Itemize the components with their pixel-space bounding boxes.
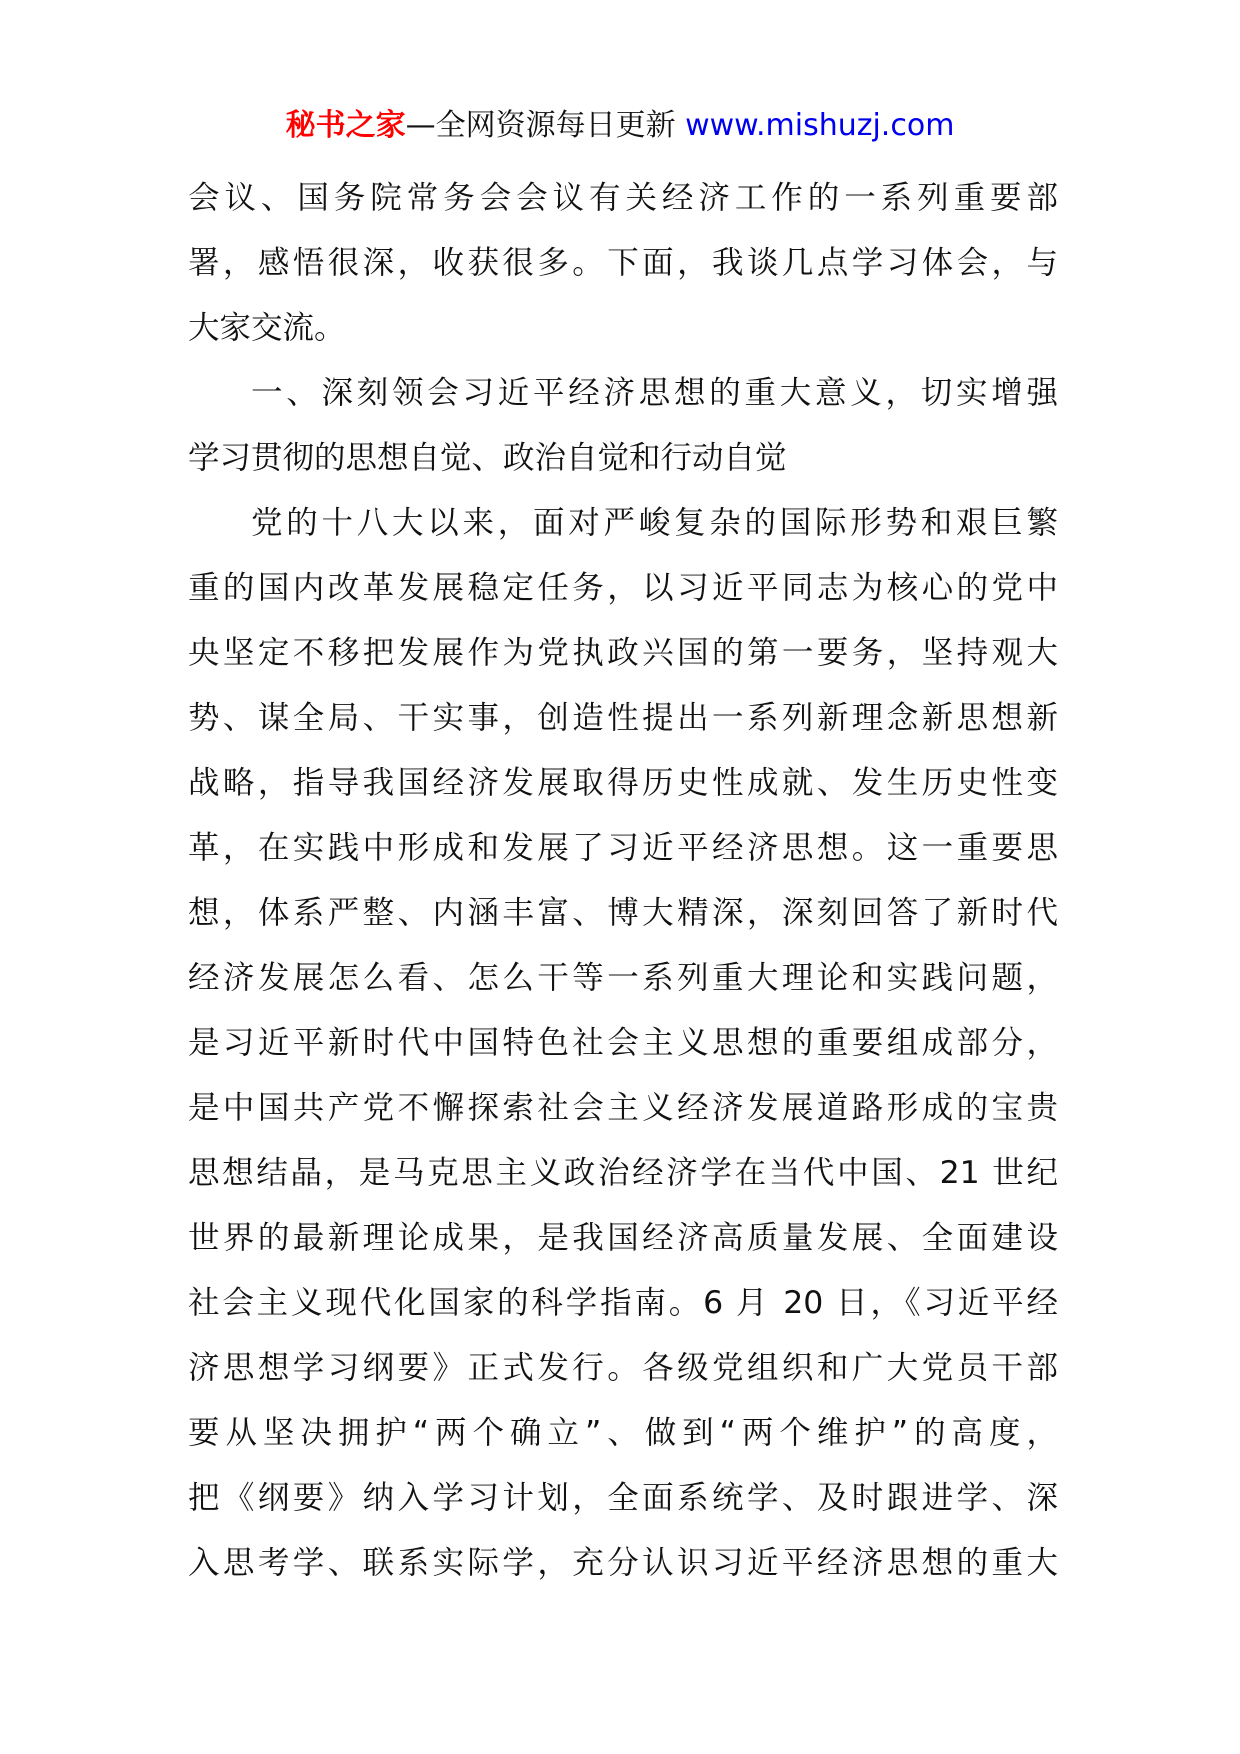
document-body	[188, 166, 1058, 1596]
section-heading-line: 一、深刻领会习近平经济思想的重大意义，切实增强	[251, 375, 1058, 411]
section-heading-line: 学习贯彻的思想自觉、政治自觉和行动自觉	[188, 440, 787, 476]
text-line: 要从坚决拥护“两个确立”、做到“两个维护”的高度，	[188, 1415, 1058, 1451]
header-tagline: —全网资源每日更新	[405, 108, 676, 143]
text-line: 世界的最新理论成果，是我国经济高质量发展、全面建设	[188, 1220, 1058, 1256]
header-brand: 秘书之家	[285, 108, 406, 143]
text-line: 济思想学习纲要》正式发行。各级党组织和广大党员干部	[188, 1350, 1058, 1386]
text-line: 央坚定不移把发展作为党执政兴国的第一要务，坚持观大	[188, 635, 1058, 671]
header-site-link[interactable]: www.mishuzj.com	[675, 108, 955, 143]
text-line: 党的十八大以来，面对严峻复杂的国际形势和艰巨繁	[251, 505, 1058, 541]
text-line: 想，体系严整、内涵丰富、博大精深，深刻回答了新时代	[188, 895, 1058, 931]
text-line: 重的国内改革发展稳定任务，以习近平同志为核心的党中	[188, 570, 1058, 606]
text-line: 革，在实践中形成和发展了习近平经济思想。这一重要思	[188, 830, 1058, 866]
text-line: 入思考学、联系实际学，充分认识习近平经济思想的重大	[188, 1545, 1058, 1581]
text-line: 思想结晶，是马克思主义政治经济学在当代中国、21 世纪	[188, 1155, 1058, 1191]
text-line: 署，感悟很深，收获很多。下面，我谈几点学习体会，与	[188, 245, 1058, 281]
text-line: 是中国共产党不懈探索社会主义经济发展道路形成的宝贵	[188, 1090, 1058, 1126]
page-header	[0, 104, 1240, 148]
text-line: 战略，指导我国经济发展取得历史性成就、发生历史性变	[188, 765, 1058, 801]
text-line: 势、谋全局、干实事，创造性提出一系列新理念新思想新	[188, 700, 1058, 736]
text-line: 把《纲要》纳入学习计划，全面系统学、及时跟进学、深	[188, 1480, 1058, 1516]
text-line: 经济发展怎么看、怎么干等一系列重大理论和实践问题，	[188, 960, 1058, 996]
text-line: 大家交流。	[188, 310, 346, 346]
text-line: 是习近平新时代中国特色社会主义思想的重要组成部分，	[188, 1025, 1058, 1061]
text-line: 会议、国务院常务会会议有关经济工作的一系列重要部	[188, 180, 1058, 216]
text-line: 社会主义现代化国家的科学指南。6 月 20 日，《习近平经	[188, 1285, 1058, 1321]
